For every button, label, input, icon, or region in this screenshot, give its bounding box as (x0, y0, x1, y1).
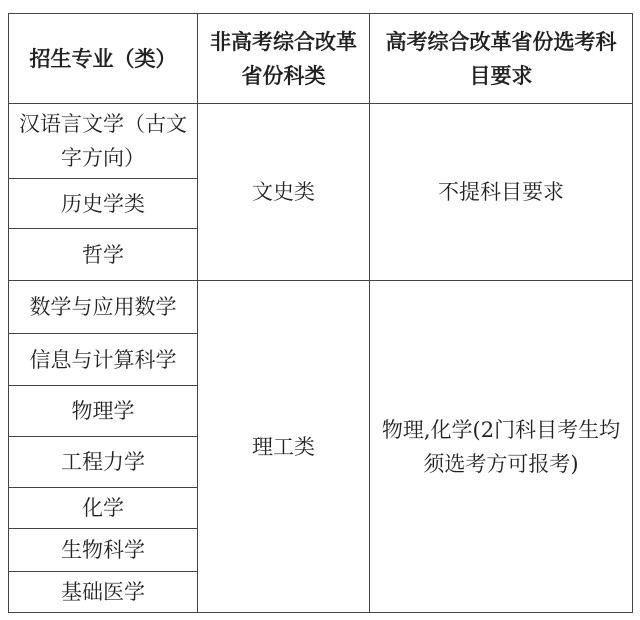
table-header-row (9, 14, 633, 104)
major-cell: 化学 (9, 488, 198, 529)
major-cell: 信息与计算科学 (9, 334, 198, 386)
requirement-cell: 不提科目要求 (370, 104, 633, 281)
header-reform-requirement: 高考综合改革省份选考科目要求 (370, 14, 633, 104)
subject-requirements-table (8, 13, 633, 613)
major-cell: 汉语言文学（古文字方向） (9, 104, 198, 179)
category-cell: 理工类 (198, 281, 370, 613)
header-major: 招生专业（类） (9, 14, 198, 104)
major-cell: 工程力学 (9, 437, 198, 488)
category-cell: 文史类 (198, 104, 370, 281)
major-cell: 历史学类 (9, 179, 198, 229)
table-row (9, 104, 633, 179)
major-cell: 哲学 (9, 229, 198, 281)
requirement-cell: 物理,化学(2门科目考生均须选考方可报考) (370, 281, 633, 613)
major-cell: 数学与应用数学 (9, 281, 198, 334)
header-non-reform-category: 非高考综合改革省份科类 (198, 14, 370, 104)
table-row (9, 281, 633, 334)
major-cell: 物理学 (9, 386, 198, 437)
major-cell: 基础医学 (9, 572, 198, 613)
major-cell: 生物科学 (9, 529, 198, 572)
